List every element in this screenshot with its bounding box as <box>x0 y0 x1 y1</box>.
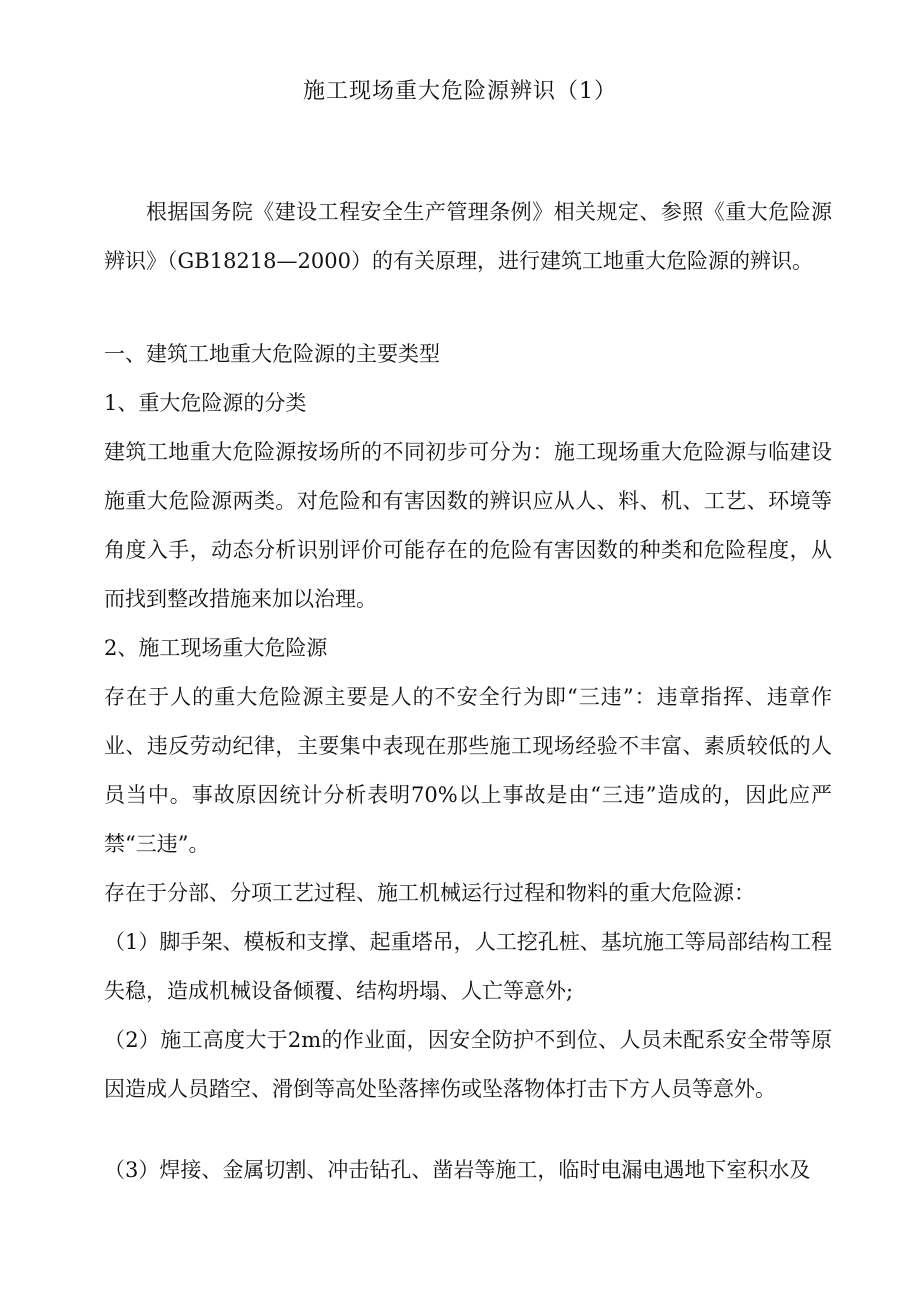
subsection-2-paragraph-2: 存在于分部、分项工艺过程、施工机械运行过程和物料的重大危险源： <box>104 881 755 905</box>
intro-paragraph: 根据国务院《建设工程安全生产管理条例》相关规定、参照《重大危险源辨识》（GB18218—2000）的有关原理，进行建筑工地重大危险源的辨识。 <box>104 200 832 273</box>
document-title: 施工现场重大危险源辨识（1） <box>303 79 617 104</box>
subsection-1-paragraph: 建筑工地重大危险源按场所的不同初步可分为：施工现场重大危险源与临建设施重大危险源两类。对危险和有害因数的辨识应从人、料、机、工艺、环境等角度入手，动态分析识别评价可能存在的危险有害因数的种类和危险程度，从而找到整改措施来加以治理。 <box>104 440 832 611</box>
subsection-2-paragraph-1: 存在于人的重大危险源主要是人的不安全行为即“三违”：违章指挥、违章作业、违反劳动纪律，主要集中表现在那些施工现场经验不丰富、素质较低的人员当中。事故原因统计分析表明70%以上事故是由“三违”造成的，因此应严禁“三违”。 <box>104 685 832 856</box>
list-item-1: （1）脚手架、模板和支撑、起重塔吊，人工挖孔桩、基坑施工等局部结构工程失稳，造成机械设备倾覆、结构坍塌、人亡等意外; <box>104 930 832 1003</box>
subsection-1-heading: 1、重大危险源的分类 <box>104 391 307 415</box>
list-item-2: （2）施工高度大于2m的作业面，因安全防护不到位、人员未配系安全带等原因造成人员踏空、滑倒等高处坠落摔伤或坠落物体打击下方人员等意外。 <box>104 1028 832 1101</box>
main-content <box>104 330 832 1114</box>
list-item-3: （3）焊接、金属切割、冲击钻孔、凿岩等施工，临时电漏电遇地下室积水及 <box>104 1158 811 1182</box>
subsection-2-heading: 2、施工现场重大危险源 <box>104 636 328 660</box>
section-1-heading: 一、建筑工地重大危险源的主要类型 <box>104 342 440 366</box>
